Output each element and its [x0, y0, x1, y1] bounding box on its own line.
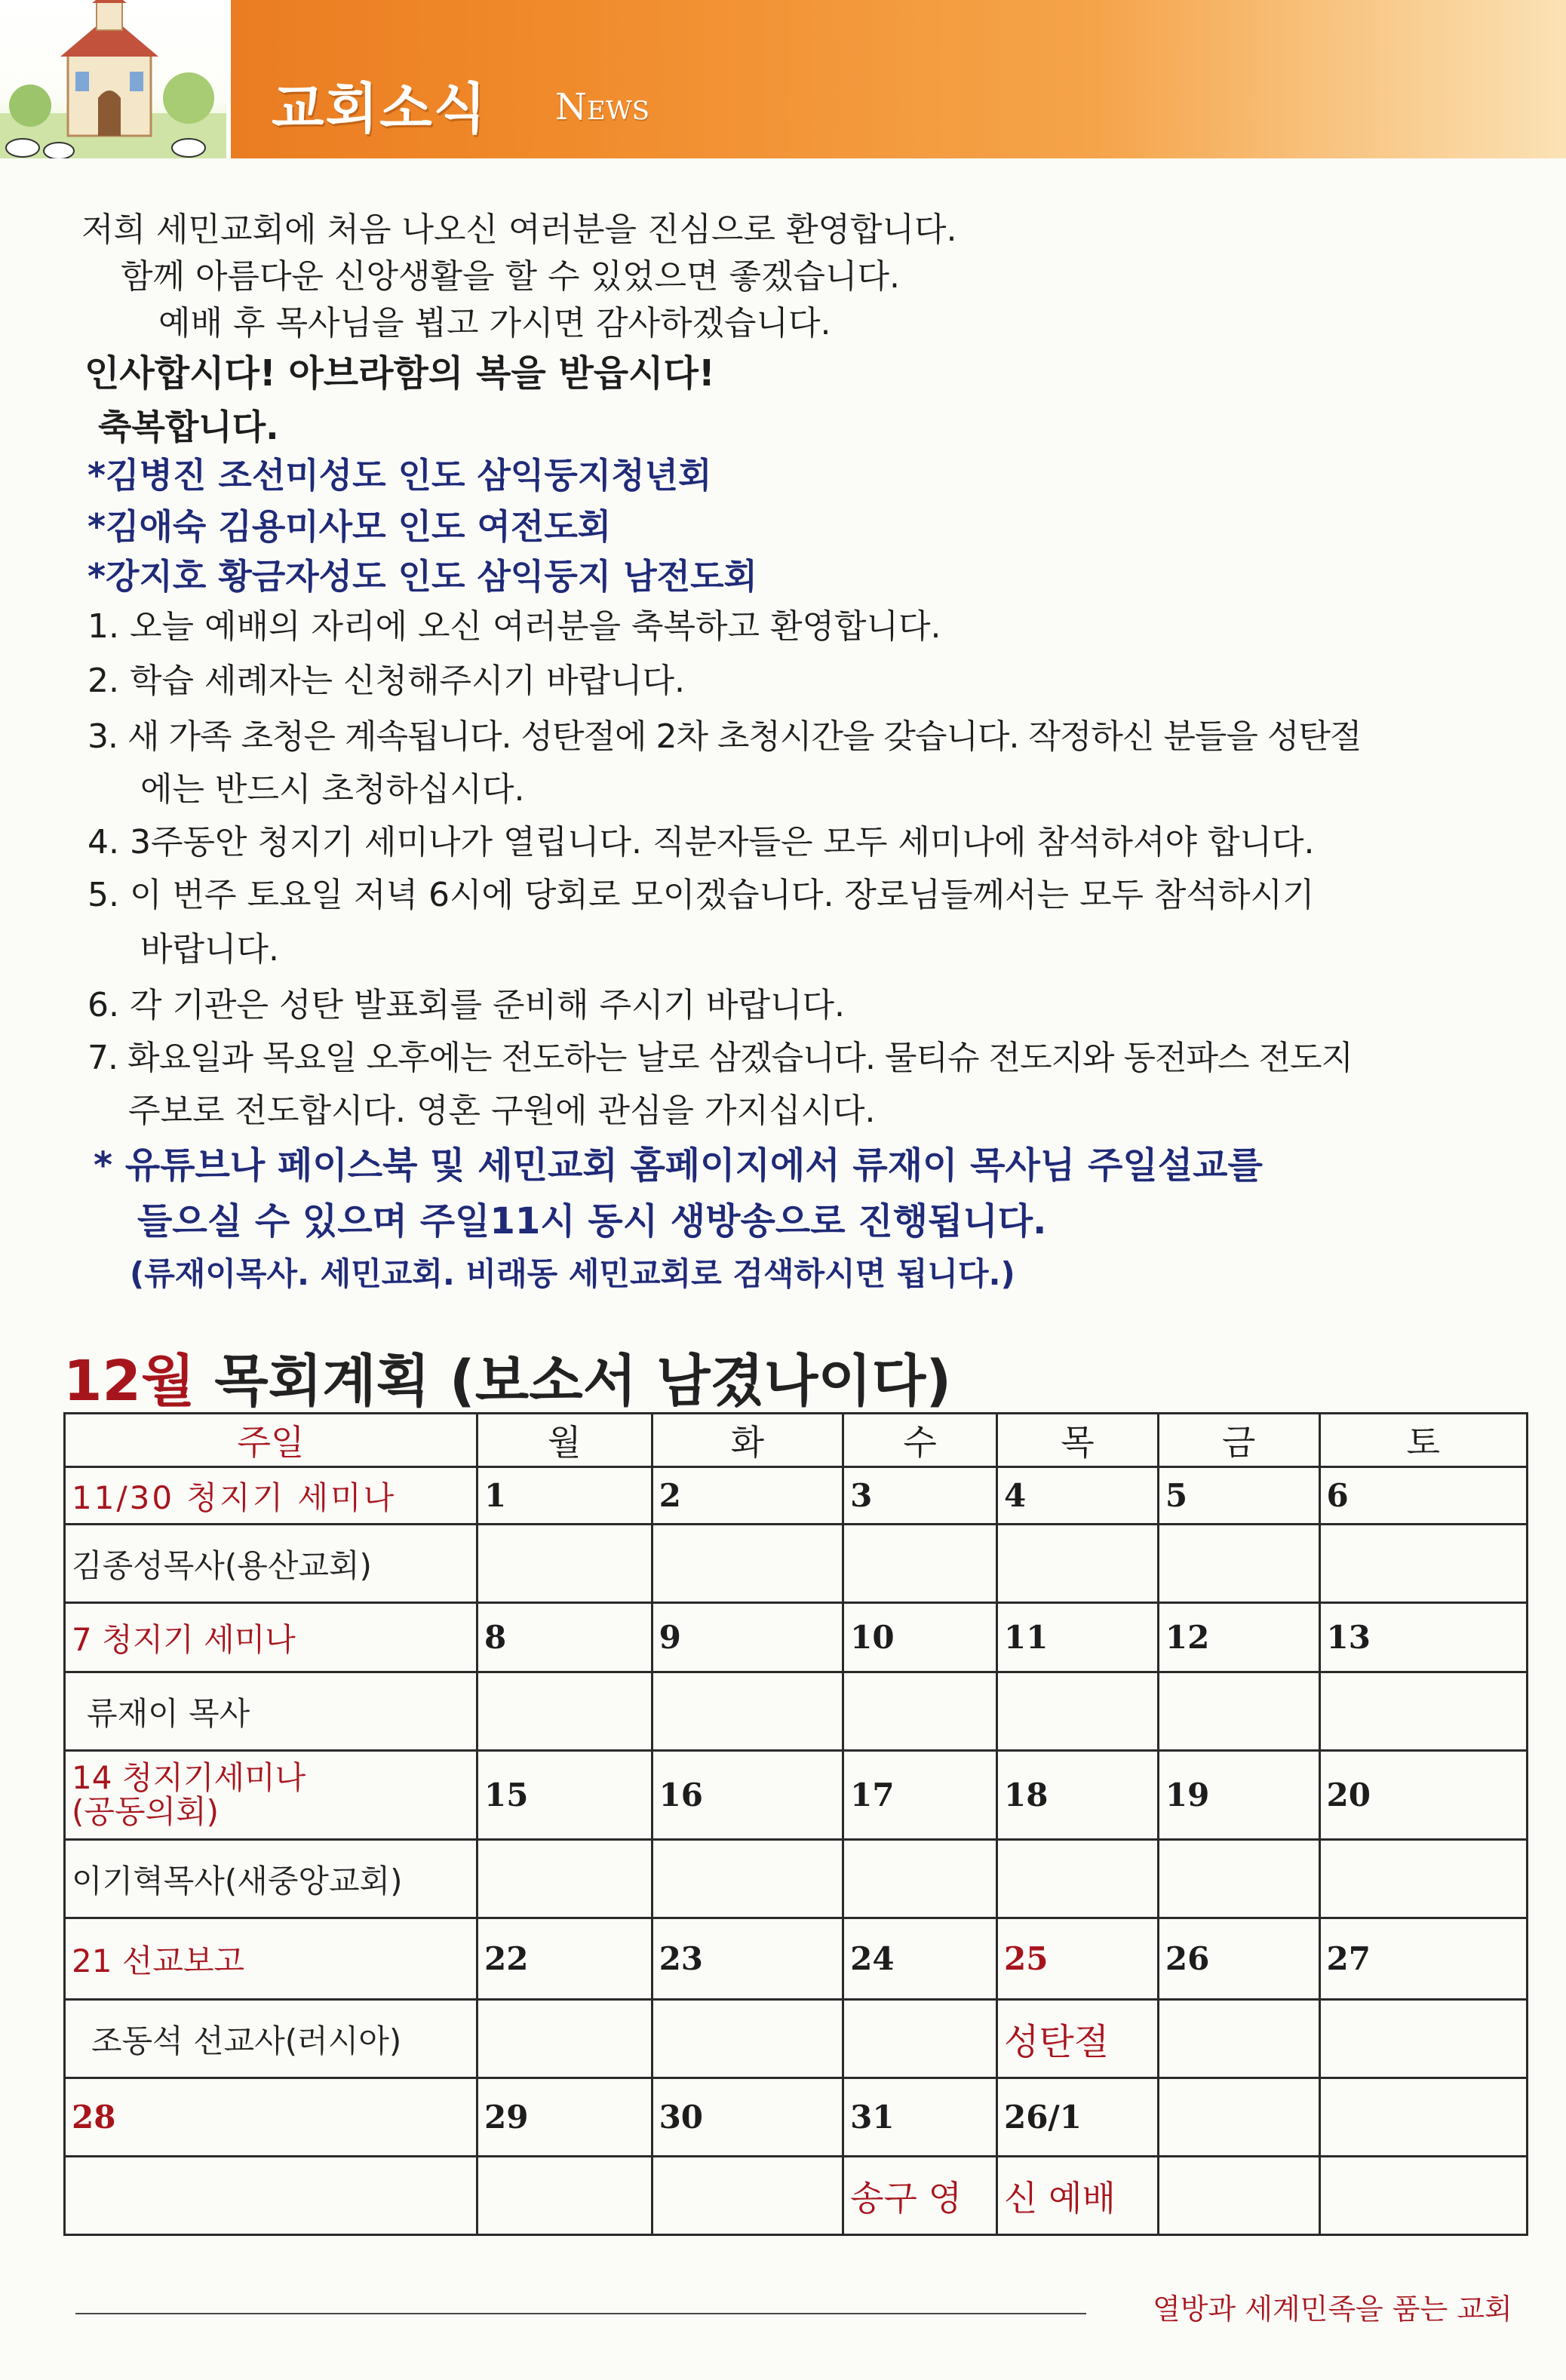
sunday-event: 14 청지기세미나 (공동의회): [65, 1751, 477, 1840]
empty-cell: [843, 2000, 997, 2078]
calendar-row: [65, 1525, 1528, 1603]
sunday-speaker: 김종성목사(용산교회): [65, 1525, 477, 1603]
intro-line-2: 함께 아름다운 신앙생활을 할 수 있었으면 좋겠습니다.: [121, 257, 900, 296]
empty-cell: [65, 2157, 477, 2235]
empty-cell: [1319, 2157, 1528, 2235]
empty-cell: [1158, 2157, 1319, 2235]
date-cell: 3: [843, 1467, 997, 1525]
sunday-event: 21 선교보고: [65, 1918, 477, 2000]
intro-line-3: 예배 후 목사님을 뵙고 가시면 감사하겠습니다.: [158, 304, 831, 342]
date-cell: 26: [1158, 1918, 1319, 2000]
calendar-row: [65, 2078, 1528, 2157]
blessing-heading: 축복합니다.: [98, 407, 279, 447]
col-header-thursday: 목: [996, 1414, 1158, 1467]
empty-cell: [1158, 2000, 1319, 2078]
calendar-row: [65, 1918, 1528, 2000]
announcement-item: 5. 이 번주 토요일 저녁 6시에 당회로 모이겠습니다. 장로님들께서는 모두 참석하시기: [88, 876, 1315, 914]
calendar-table: [63, 1412, 1528, 2236]
date-cell: 5: [1158, 1467, 1319, 1525]
empty-cell: [1158, 2078, 1319, 2157]
date-cell: 16: [652, 1751, 843, 1840]
date-cell: 31: [843, 2078, 997, 2157]
calendar-row: [65, 1840, 1528, 1918]
empty-cell: [1319, 1840, 1528, 1918]
empty-cell: [477, 1672, 652, 1751]
empty-cell: [1319, 1672, 1528, 1751]
date-cell: 22: [477, 1918, 652, 2000]
banner-divider: [226, 0, 231, 158]
announcement-item-cont: 주보로 전도합시다. 영혼 구원에 관심을 가지십시다.: [128, 1092, 876, 1130]
empty-cell: [477, 2157, 652, 2235]
col-header-friday: 금: [1158, 1414, 1319, 1467]
page-subtitle: News: [555, 86, 650, 128]
date-cell: 12: [1158, 1603, 1319, 1672]
sunday-speaker: 류재이 목사: [65, 1672, 477, 1751]
empty-cell: [477, 1525, 652, 1603]
date-cell: 8: [477, 1603, 652, 1672]
blessing-item: *강지호 황금자성도 인도 삼익둥지 남전도회: [88, 556, 757, 597]
sunday-event: 7 청지기 세미나: [65, 1603, 477, 1672]
empty-cell: [652, 2157, 843, 2235]
announcement-item: 6. 각 기관은 성탄 발표회를 준비해 주시기 바랍니다.: [88, 986, 845, 1024]
calendar-row: [65, 1603, 1528, 1672]
date-cell: 27: [1319, 1918, 1528, 2000]
empty-cell: [1158, 1525, 1319, 1603]
col-header-monday: 월: [477, 1414, 652, 1467]
empty-cell: [477, 1840, 652, 1918]
date-cell-christmas: 25: [996, 1918, 1158, 2000]
empty-cell: [652, 2000, 843, 2078]
calendar-row: [65, 2157, 1528, 2235]
header-banner: [0, 0, 1566, 158]
announcement-item-cont: 에는 반드시 초청하십시다.: [140, 770, 525, 809]
col-header-saturday: 토: [1319, 1414, 1528, 1467]
sunday-speaker: 이기혁목사(새중앙교회): [65, 1840, 477, 1918]
date-cell: 29: [477, 2078, 652, 2157]
calendar-header-row: [65, 1414, 1528, 1467]
youtube-notice-line-1: * 유튜브나 페이스북 및 세민교회 홈페이지에서 류재이 목사님 주일설교를: [94, 1144, 1263, 1187]
empty-cell: [996, 1525, 1158, 1603]
empty-cell: [996, 1672, 1158, 1751]
calendar-month: 12월: [63, 1349, 195, 1414]
year-end-service-part2: 신 예배: [996, 2157, 1158, 2235]
date-cell: 26/1: [996, 2078, 1158, 2157]
empty-cell: [996, 1840, 1158, 1918]
date-cell: 2: [652, 1467, 843, 1525]
col-header-tuesday: 화: [652, 1414, 843, 1467]
col-header-sunday: 주일: [65, 1414, 477, 1467]
date-cell: 20: [1319, 1751, 1528, 1840]
empty-cell: [1319, 1525, 1528, 1603]
date-cell: 19: [1158, 1751, 1319, 1840]
youtube-notice-line-3: (류재이목사. 세민교회. 비래동 세민교회로 검색하시면 됩니다.): [130, 1255, 1015, 1292]
empty-cell: [843, 1525, 997, 1603]
date-cell: 10: [843, 1603, 997, 1672]
announcement-item: 1. 오늘 예배의 자리에 오신 여러분을 축복하고 환영합니다.: [88, 607, 941, 646]
calendar-row: [65, 1467, 1528, 1525]
calendar-row: [65, 1751, 1528, 1840]
col-header-wednesday: 수: [843, 1414, 997, 1467]
empty-cell: [652, 1525, 843, 1603]
sunday-speaker: 조동석 선교사(러시아): [65, 2000, 477, 2078]
footer-divider: [75, 2313, 1086, 2314]
calendar-row: [65, 1672, 1528, 1751]
announcement-item: 3. 새 가족 초청은 계속됩니다. 성탄절에 2차 초청시간을 갖습니다. 작정하신 분들을 성탄절: [88, 717, 1362, 756]
date-cell: 15: [477, 1751, 652, 1840]
empty-cell: [652, 1840, 843, 1918]
date-cell: 23: [652, 1918, 843, 2000]
sunday-date: 28: [65, 2078, 477, 2157]
date-cell: 30: [652, 2078, 843, 2157]
announcement-item: 4. 3주동안 청지기 세미나가 열립니다. 직분자들은 모두 세미나에 참석하셔야 합니다.: [88, 823, 1315, 861]
intro-line-1: 저희 세민교회에 처음 나오신 여러분을 진심으로 환영합니다.: [81, 210, 957, 249]
empty-cell: [1319, 2078, 1528, 2157]
greeting: 인사합시다! 아브라함의 복을 받읍시다!: [84, 352, 715, 395]
christmas-label: 성탄절: [996, 2000, 1158, 2078]
empty-cell: [1158, 1840, 1319, 1918]
page-title: 교회소식: [272, 77, 488, 140]
empty-cell: [477, 2000, 652, 2078]
date-cell: 6: [1319, 1467, 1528, 1525]
calendar-heading: 목회계획 (보소서 남겼나이다): [214, 1349, 952, 1414]
sunday-event: 11/30 청지기 세미나: [65, 1467, 477, 1525]
calendar-row: [65, 2000, 1528, 2078]
date-cell: 11: [996, 1603, 1158, 1672]
empty-cell: [652, 1672, 843, 1751]
date-cell: 18: [996, 1751, 1158, 1840]
date-cell: 1: [477, 1467, 652, 1525]
footer-tagline: 열방과 세계민족을 품는 교회: [1153, 2292, 1512, 2326]
date-cell: 24: [843, 1918, 997, 2000]
empty-cell: [843, 1840, 997, 1918]
date-cell: 9: [652, 1603, 843, 1672]
empty-cell: [1319, 2000, 1528, 2078]
church-illustration: [0, 0, 226, 158]
blessing-item: *김애숙 김용미사모 인도 여전도회: [88, 506, 612, 547]
church-icon: [0, 0, 226, 158]
announcement-item-cont: 바랍니다.: [140, 930, 280, 969]
announcement-item: 2. 학습 세례자는 신청해주시기 바랍니다.: [88, 662, 685, 700]
date-cell: 13: [1319, 1603, 1528, 1672]
youtube-notice-line-2: 들으실 수 있으며 주일11시 동시 생방송으로 진행됩니다.: [137, 1200, 1047, 1242]
date-cell: 4: [996, 1467, 1158, 1525]
empty-cell: [843, 1672, 997, 1751]
empty-cell: [1158, 1672, 1319, 1751]
date-cell: 17: [843, 1751, 997, 1840]
year-end-service-part1: 송구 영: [843, 2157, 997, 2235]
calendar-title: [63, 1337, 951, 1417]
blessing-item: *김병진 조선미성도 인도 삼익둥지청년회: [88, 455, 712, 496]
announcement-item: 7. 화요일과 목요일 오후에는 전도하는 날로 삼겠습니다. 물티슈 전도지와 동전파스 전도지: [88, 1039, 1353, 1077]
